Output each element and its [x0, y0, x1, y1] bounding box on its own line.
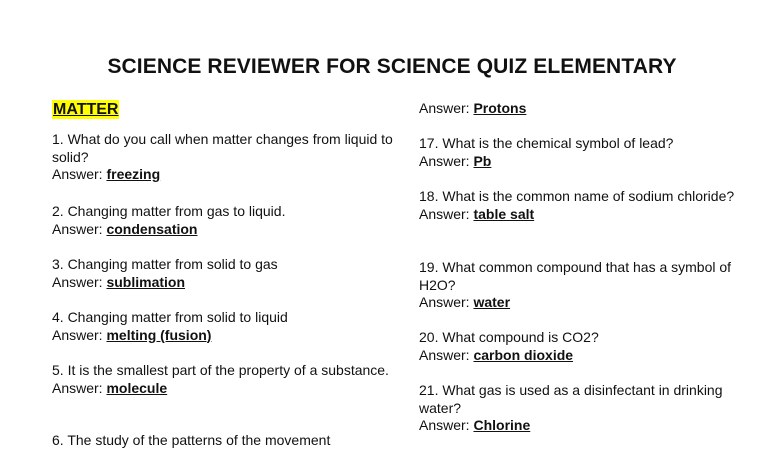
answer-line	[419, 347, 764, 365]
question-text: 21. What gas is used as a disinfectant in drinking water?	[419, 382, 723, 416]
question-text: 20. What compound is CO2?	[419, 329, 599, 345]
answer-line	[52, 221, 397, 239]
answer-value: table salt	[473, 205, 535, 222]
answer-value: sublimation	[106, 273, 186, 290]
question-text: 17. What is the chemical symbol of lead?	[419, 135, 674, 151]
answer-line	[419, 417, 764, 435]
answer-line	[52, 166, 397, 184]
question-item	[419, 259, 764, 312]
answer-value: Pb	[473, 152, 492, 169]
answer-prefix: Answer:	[52, 166, 107, 182]
question-text: 18. What is the common name of sodium chloride?	[419, 188, 735, 204]
answer-prefix: Answer:	[419, 294, 474, 310]
answer-line	[419, 294, 764, 312]
question-text: 6. The study of the patterns of the movement	[52, 432, 331, 448]
answer-value: freezing	[106, 166, 161, 182]
answer-prefix: Answer:	[419, 417, 474, 433]
question-text: 5. It is the smallest part of the property of a substance.	[52, 362, 389, 378]
answer-continuation	[419, 100, 764, 118]
question-item	[52, 203, 397, 238]
question-text: 3. Changing matter from solid to gas	[52, 256, 278, 272]
question-item	[419, 135, 764, 170]
answer-value: Protons	[473, 100, 527, 116]
answer-prefix: Answer:	[52, 273, 107, 290]
answer-value: carbon dioxide	[473, 346, 574, 363]
question-item	[52, 362, 397, 397]
answer-value: molecule	[106, 379, 168, 396]
answer-prefix: Answer:	[419, 346, 474, 363]
answer-prefix: Answer:	[419, 100, 474, 116]
answer-prefix: Answer:	[419, 152, 474, 169]
page-title: SCIENCE REVIEWER FOR SCIENCE QUIZ ELEMENTARY	[107, 55, 677, 78]
question-text: 2. Changing matter from gas to liquid.	[52, 203, 286, 219]
question-item	[52, 256, 397, 291]
answer-prefix: Answer:	[52, 220, 107, 237]
answer-line	[52, 274, 397, 292]
answer-prefix: Answer:	[52, 326, 107, 343]
question-text: 1. What do you call when matter changes from liquid to solid?	[52, 131, 393, 165]
answer-line	[52, 327, 397, 345]
answer-line	[419, 206, 764, 224]
question-item	[52, 131, 397, 184]
question-item	[419, 382, 764, 435]
answer-prefix: Answer:	[419, 205, 474, 222]
section-heading: MATTER	[53, 101, 119, 118]
answer-value: condensation	[106, 220, 198, 237]
answer-line	[52, 380, 397, 398]
answer-prefix: Answer:	[52, 379, 107, 396]
question-item	[52, 309, 397, 344]
answer-value: water	[473, 294, 511, 310]
question-item	[419, 329, 764, 364]
question-text: 4. Changing matter from solid to liquid	[52, 309, 288, 325]
answer-value: Chlorine	[473, 417, 531, 433]
answer-line	[419, 100, 764, 118]
question-text: 19. What common compound that has a symbol of H2O?	[419, 259, 732, 293]
answer-line	[419, 153, 764, 171]
question-item	[419, 188, 764, 223]
answer-value: melting (fusion)	[106, 326, 212, 343]
